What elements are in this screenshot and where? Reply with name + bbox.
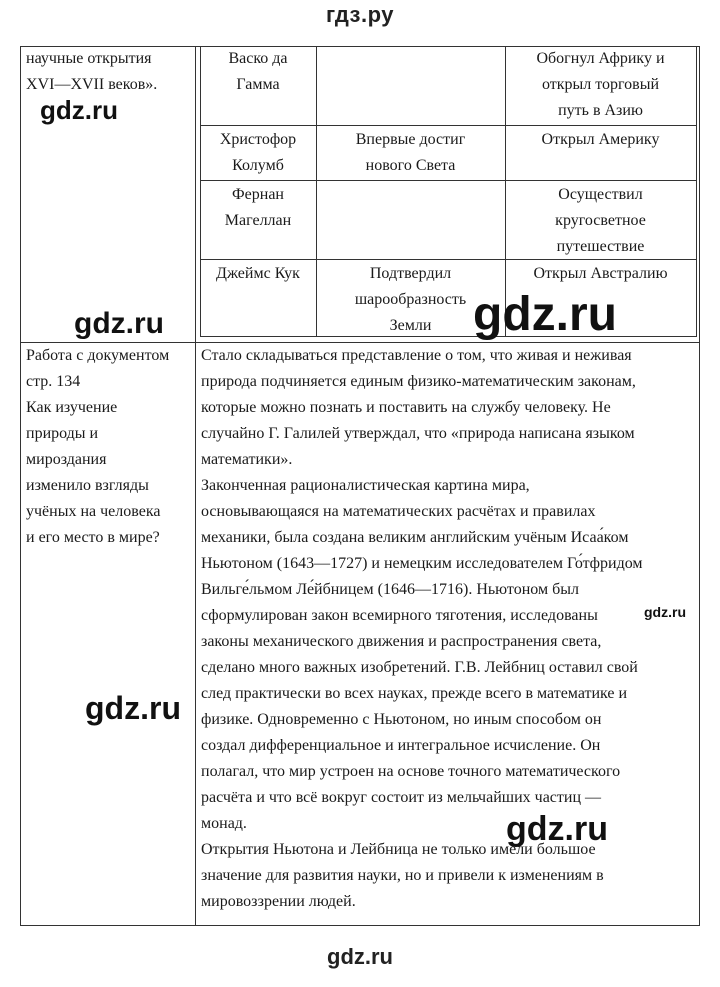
explorer-name: Магеллан: [224, 212, 292, 229]
explorer-first: Впервые достиг: [355, 131, 466, 148]
watermark: gdz.ru: [74, 307, 164, 340]
watermark: gdz.ru: [644, 604, 686, 620]
explorer-achievement: Осуществил: [558, 186, 643, 203]
answer-line: Открытия Ньютона и Лейбница не только имели большое: [201, 841, 596, 858]
question-line: природы и: [26, 425, 99, 442]
site-header: гдз.ру: [326, 2, 394, 27]
explorer-first: Земли: [389, 317, 432, 334]
answer-line: след практически во всех науках, прежде всего в математике и: [201, 685, 628, 702]
watermark: gdz.ru: [40, 95, 118, 125]
explorer-achievement: Обогнул Африку и: [536, 50, 665, 67]
inner-row-divider: [200, 125, 696, 126]
explorer-achievement: кругосветное: [555, 212, 646, 229]
question-line: Как изучение: [26, 399, 118, 416]
answer-line: мировоззрении людей.: [201, 893, 356, 910]
answer-line: полагал, что мир устроен на основе точного математического: [201, 763, 621, 780]
explorer-first: шарообразность: [354, 291, 467, 308]
watermark: gdz.ru: [506, 810, 608, 848]
explorer-name: Джеймс Кук: [216, 265, 300, 282]
question-line: Работа с документом: [26, 347, 170, 364]
answer-line: основывающаяся на математических расчётах и правилах: [201, 503, 596, 520]
answer-line: физике. Одновременно с Ньютоном, но иным способом он: [201, 711, 602, 728]
inner-row-divider: [200, 180, 696, 181]
question-line: учёных на человека: [26, 503, 161, 520]
inner-table-right: [696, 46, 697, 337]
explorer-name: Фернан: [232, 186, 284, 203]
question-line: мироздания: [26, 451, 107, 468]
explorer-achievement: путешествие: [556, 238, 645, 255]
answer-line: Стало складываться представление о том, что живая и неживая: [201, 347, 632, 364]
column-divider: [195, 46, 196, 926]
answer-line: математики».: [201, 451, 293, 468]
answer-line: Законченная рационалистическая картина мира,: [201, 477, 530, 494]
explorer-achievement: открыл торговый: [541, 76, 660, 93]
answer-line: расчёта и что всё вокруг состоит из мельчайших частиц —: [201, 789, 602, 806]
watermark: gdz.ru: [473, 288, 617, 341]
answer-line: которые можно познать и поставить на службу человеку. Не: [201, 399, 611, 416]
answer-line: Ньютоном (1643—1727) и немецким исследователем Го́тфридом: [201, 555, 643, 572]
answer-line: сделано много важных изобретений. Г.В. Лейбниц оставил свой: [201, 659, 638, 676]
row1-left-line: XVI—XVII веков».: [26, 76, 158, 93]
question-line: изменило взгляды: [26, 477, 149, 494]
explorer-name: Васко да: [228, 50, 288, 67]
answer-line: механики, была создана великим английским учёным Исаа́ком: [201, 529, 629, 546]
watermark: gdz.ru: [85, 690, 181, 726]
explorer-achievement: путь в Азию: [558, 102, 643, 119]
answer-line: сформулирован закон всемирного тяготения, исследованы: [201, 607, 598, 624]
site-footer: gdz.ru: [327, 944, 393, 969]
question-line: и его место в мире?: [26, 529, 160, 546]
explorer-name: Гамма: [236, 76, 280, 93]
answer-line: Вильге́льмом Ле́йбницем (1646—1716). Ньютоном был: [201, 581, 579, 598]
explorer-first: Подтвердил: [369, 265, 452, 282]
answer-line: законы механического движения и распространения света,: [201, 633, 602, 650]
answer-line: случайно Г. Галилей утверждал, что «природа написана языком: [201, 425, 635, 442]
explorer-achievement: Открыл Америку: [541, 131, 660, 148]
explorer-first: нового Света: [365, 157, 456, 174]
answer-line: природа подчиняется единым физико-математическим законам,: [201, 373, 636, 390]
explorer-name: Колумб: [232, 157, 284, 174]
explorer-achievement: Открыл Австралию: [533, 265, 668, 282]
explorer-name: Христофор: [219, 131, 297, 148]
row1-left-line: научные открытия: [26, 50, 152, 67]
answer-line: создал дифференциальное и интегральное исчисление. Он: [201, 737, 601, 754]
answer-line: значение для развития науки, но и привели к изменениям в: [201, 867, 604, 884]
question-line: стр. 134: [26, 373, 81, 390]
answer-line: монад.: [201, 815, 247, 832]
